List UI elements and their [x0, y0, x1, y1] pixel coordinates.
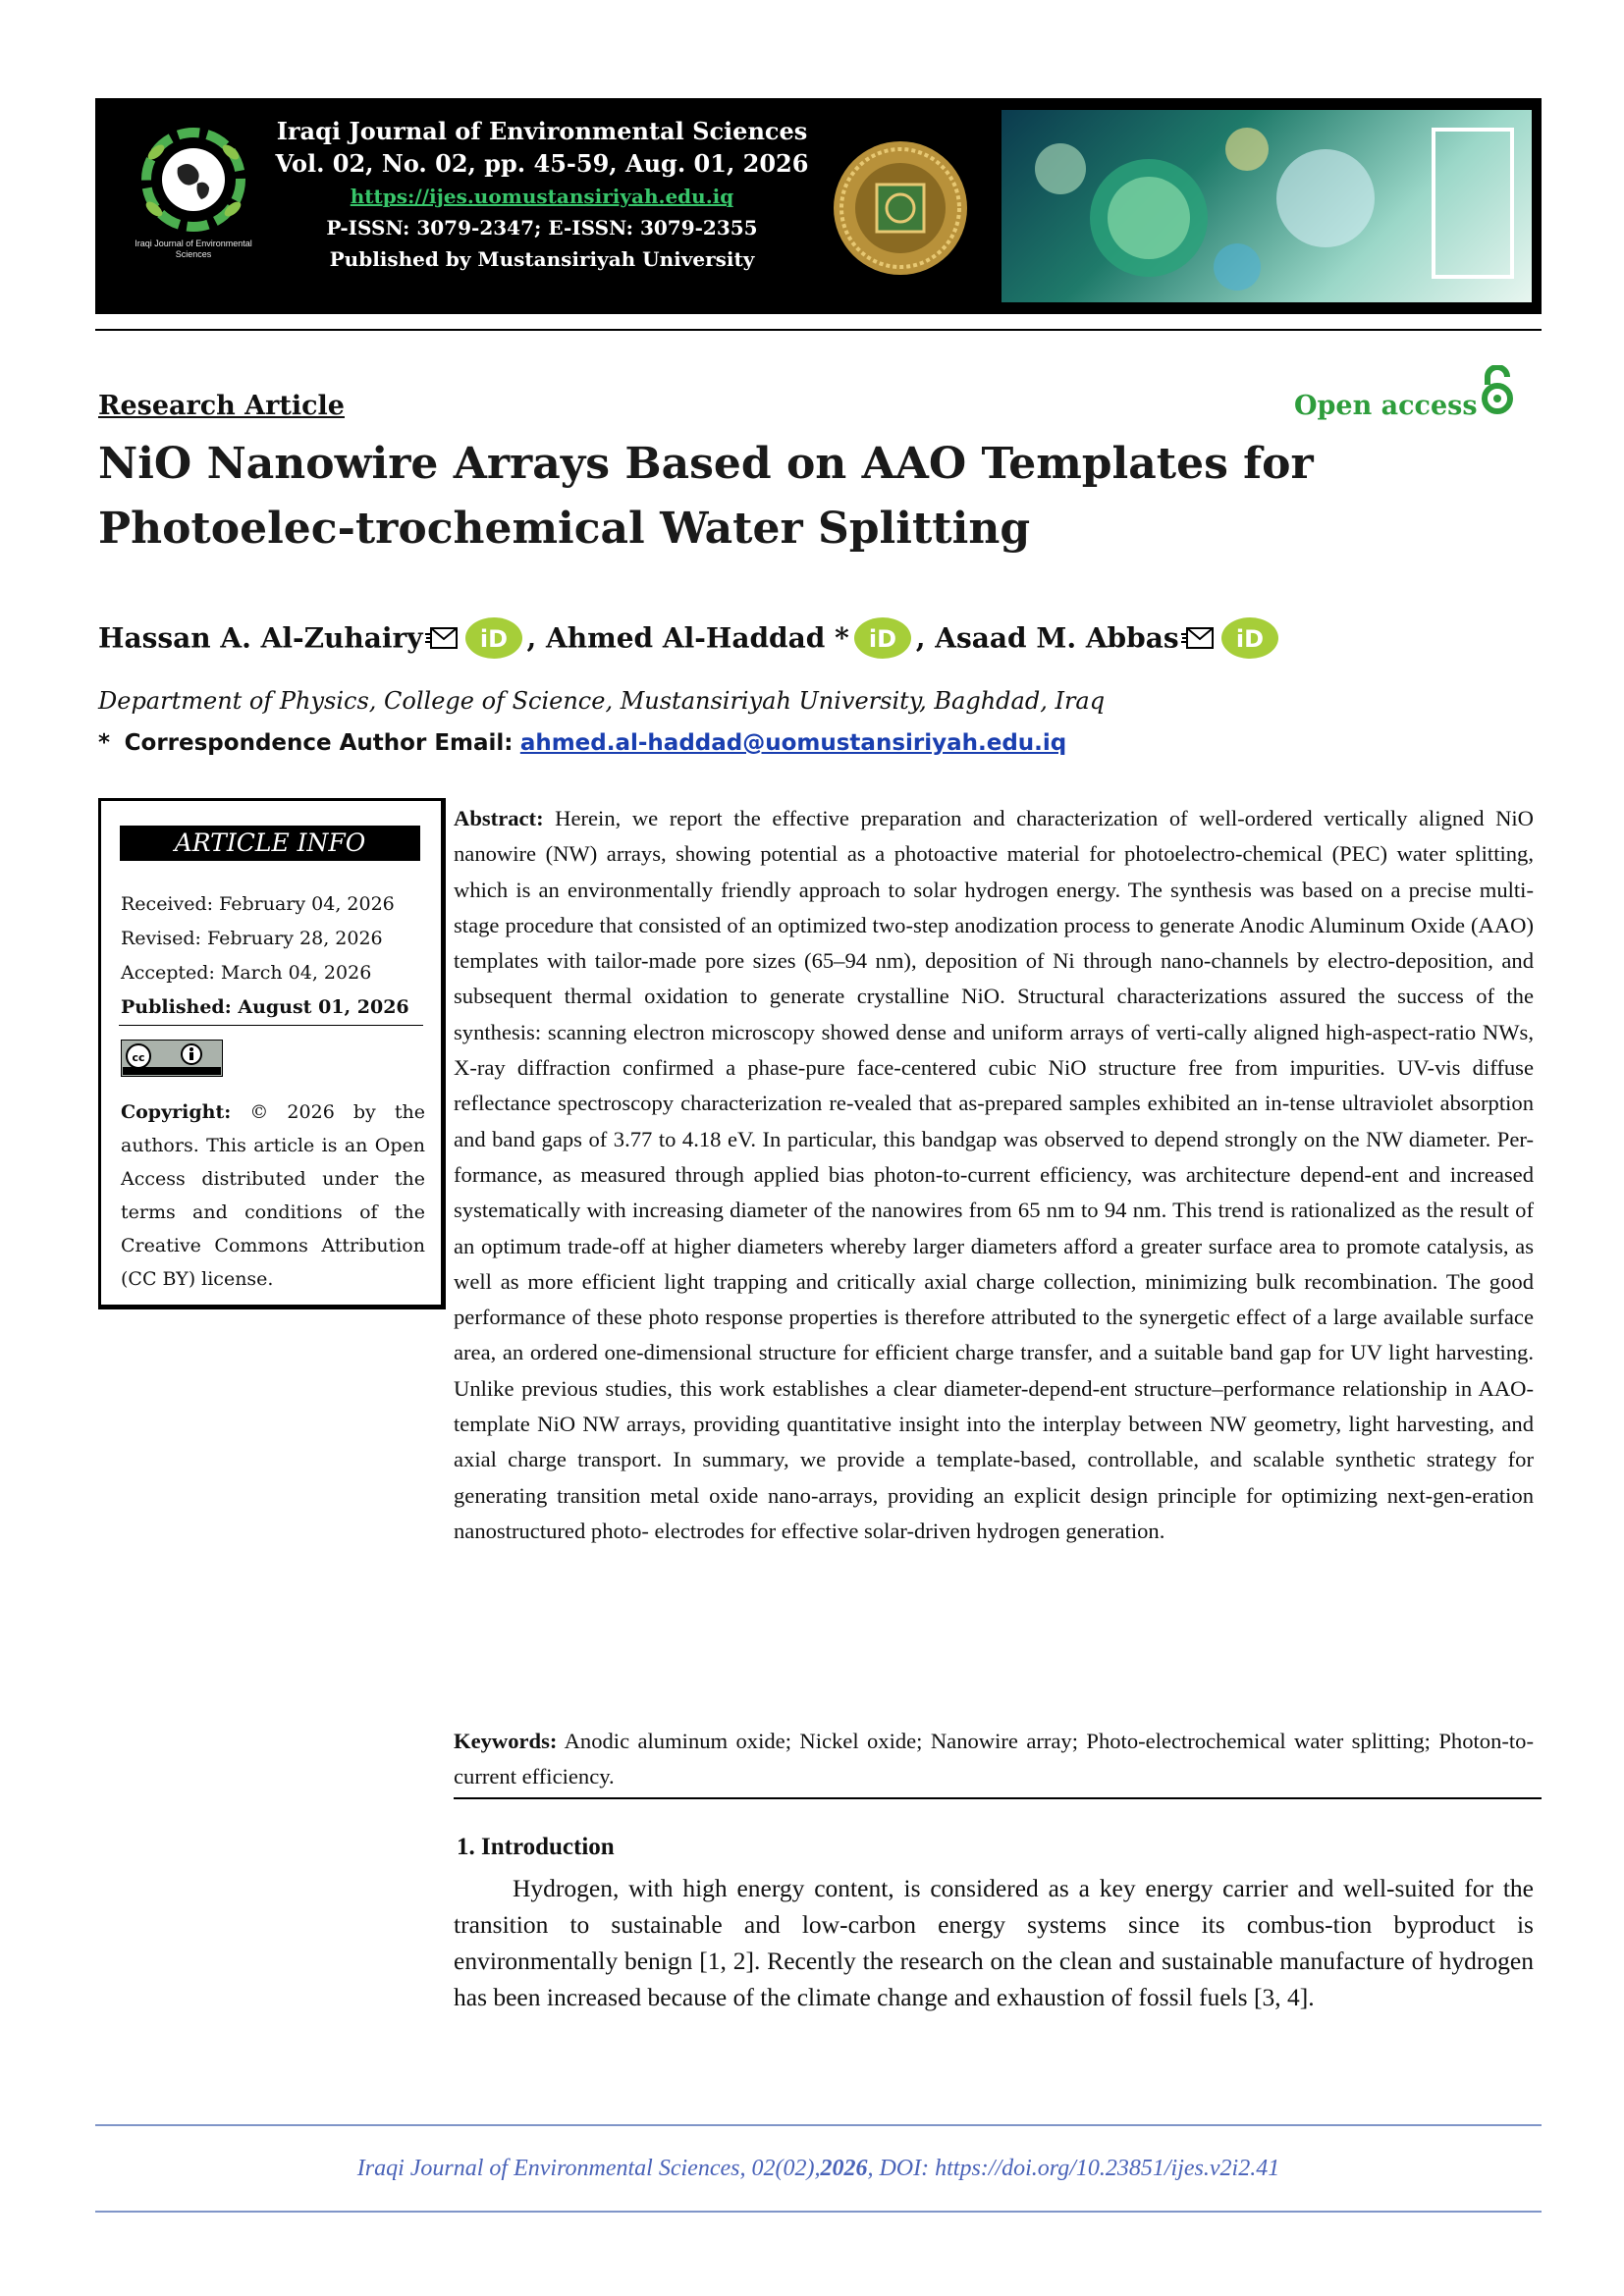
journal-issn: P-ISSN: 3079-2347; E-ISSN: 3079-2355	[326, 216, 758, 240]
envelope-icon[interactable]	[425, 626, 459, 650]
journal-name: Iraqi Journal of Environmental Sciences	[276, 117, 808, 145]
info-divider	[119, 1025, 423, 1026]
footer-doi[interactable]: , DOI: https://doi.org/10.23851/ijes.v2i2.41	[867, 2156, 1280, 2181]
banner-text	[262, 116, 822, 275]
logo-caption: Iraqi Journal of Environmental Sciences	[135, 239, 252, 259]
university-seal-icon	[832, 139, 969, 277]
journal-volume: Vol. 02, No. 02, pp. 45-59, Aug. 01, 2026	[275, 149, 809, 178]
accepted-date: Accepted: March 04, 2026	[121, 962, 372, 984]
page-footer	[95, 2156, 1542, 2182]
open-access-icon	[1476, 365, 1519, 414]
keywords-text: Anodic aluminum oxide; Nickel oxide; Nanowire array; Photo-electrochemical water splitting; Photon-to-current efficiency.	[454, 1729, 1535, 1789]
journal-banner	[95, 98, 1542, 314]
cc-by-badge-icon[interactable]	[121, 1040, 223, 1077]
introduction	[454, 1870, 1534, 2015]
corr-label: Correspondence Author Email:	[124, 730, 514, 756]
orcid-icon[interactable]	[1220, 616, 1279, 660]
orcid-icon[interactable]	[464, 616, 523, 660]
journal-publisher: Published by Mustansiriyah University	[329, 247, 755, 271]
author-name: , Asaad M. Abbas	[915, 621, 1179, 655]
globe-leaf-logo-icon	[135, 123, 252, 240]
abstract	[454, 801, 1534, 1549]
footer-year: 2026	[820, 2156, 868, 2181]
author-name: , Ahmed Al-Haddad *	[526, 621, 849, 655]
keywords-label: Keywords:	[454, 1729, 558, 1753]
keywords	[454, 1724, 1534, 1794]
copyright-notice	[121, 1095, 425, 1296]
header-rule	[95, 329, 1542, 331]
article-info-box	[98, 798, 446, 1309]
article-info-heading: ARTICLE INFO	[120, 826, 420, 861]
article-type: Research Article	[98, 391, 345, 421]
svg-text:cc: cc	[132, 1051, 145, 1064]
corr-email-link[interactable]: ahmed.al-haddad@uomustansiriyah.edu.iq	[519, 730, 1067, 756]
envelope-icon[interactable]	[1181, 626, 1215, 650]
svg-text:iD: iD	[868, 625, 896, 653]
author-list	[98, 616, 1283, 660]
open-access-label: Open access	[1294, 391, 1478, 421]
copyright-label: Copyright:	[121, 1101, 232, 1123]
svg-text:iD: iD	[479, 625, 508, 653]
intro-paragraph: Hydrogen, with high energy content, is considered as a key energy carrier and well-suited for the transition to sustainable and low-carbon energy systems since its combus-tion byproduct is environmentally benign [1, 2]. Recently the research on the clean and sustainable manufacture of hydrogen has been increased because of the climate change and exhaustion of fossil fuels [3, 4].	[454, 1874, 1534, 2011]
journal-logo	[135, 123, 252, 270]
copyright-text: © 2026 by the authors. This article is an Open Access distributed under the terms and conditions of the Creative Commons Attribution (CC BY) license.	[121, 1101, 425, 1290]
page-title: NiO Nanowire Arrays Based on AAO Templates for Photoelec-trochemical Water Splitting	[98, 439, 1314, 554]
received-date: Received: February 04, 2026	[121, 893, 395, 915]
article-dates	[121, 887, 409, 1025]
keywords-rule	[454, 1797, 1542, 1799]
footer-rule-bottom	[95, 2211, 1542, 2213]
footer-citation: Iraqi Journal of Environmental Sciences, 02(02),	[356, 2156, 821, 2181]
revised-date: Revised: February 28, 2026	[121, 928, 383, 949]
orcid-icon[interactable]	[853, 616, 912, 660]
section-heading: 1. Introduction	[457, 1834, 615, 1860]
journal-url-link[interactable]: https://ijes.uomustansiriyah.edu.iq	[350, 185, 734, 208]
banner-photo	[1001, 110, 1532, 302]
svg-text:iD: iD	[1235, 625, 1264, 653]
correspondence	[98, 730, 1066, 756]
author-name: Hassan A. Al-Zuhairy	[98, 621, 423, 655]
affiliation: Department of Physics, College of Science, Mustansiriyah University, Baghdad, Iraq	[98, 687, 1106, 715]
abstract-label: Abstract:	[454, 806, 544, 830]
footer-rule-top	[95, 2124, 1542, 2126]
corr-star: *	[98, 730, 111, 756]
published-date: Published: August 01, 2026	[121, 996, 409, 1018]
abstract-text: Herein, we report the effective preparation and characterization of well-ordered vertically aligned NiO nanowire (NW) arrays, showing potential as a photoactive material for photoelectro-chemical (PEC) water splitting, which is an environmentally friendly approach to solar hydrogen energy. The synthesis was based on a precise multi-stage procedure that consisted of an optimized two-step anodization process to generate Anodic Aluminum Oxide (AAO) templates with tailor-made pore sizes (65–94 nm), deposition of Ni through nano-channels by electro-deposition, and subsequent thermal oxidation to generate crystalline NiO. Structural characterizations assured the success of the synthesis: scanning electron microscopy showed dense and uniform arrays of verti-cally aligned high-aspect-ratio NWs, X-ray diffraction confirmed a phase-pure face-centered cubic NiO structure free from impurities. UV-vis diffuse reflectance spectroscopy characterization re-vealed that as-prepared samples exhibited an in-tense ultraviolet absorption and band gaps of 3.77 to 4.18 eV. In particular, this bandgap was observed to depend strongly on the NW diameter. Per-formance, as measured through applied bias photon-to-current efficiency, was architecture depend-ent and increased systematically with increasing diameter of the nanowires from 65 nm to 94 nm. This trend is rationalized as the result of an optimum trade-off at higher diameters whereby larger diameters afford a greater surface area to promote catalysis, as well as more efficient light trapping and critically axial charge collection, minimizing bulk recombination. The good performance of these photo response properties is therefore attributed to the synergetic effect of a large available surface area, an ordered one-dimensional structure for efficient charge transfer, and a suitable band gap for UV light harvesting. Unlike previous studies, this work establishes a clear diameter-depend-ent structure–performance relationship in AAO-template NiO NW arrays, providing quantitative insight into the interplay between NW geometry, light harvesting, and axial charge transport. In summary, we provide a template-based, controllable, and scalable synthetic strategy for generating transition metal oxide nano-arrays, providing an explicit design principle for optimizing next-gen-eration nanostructured photo- electrodes for effective solar-driven hydrogen generation.	[454, 806, 1534, 1543]
